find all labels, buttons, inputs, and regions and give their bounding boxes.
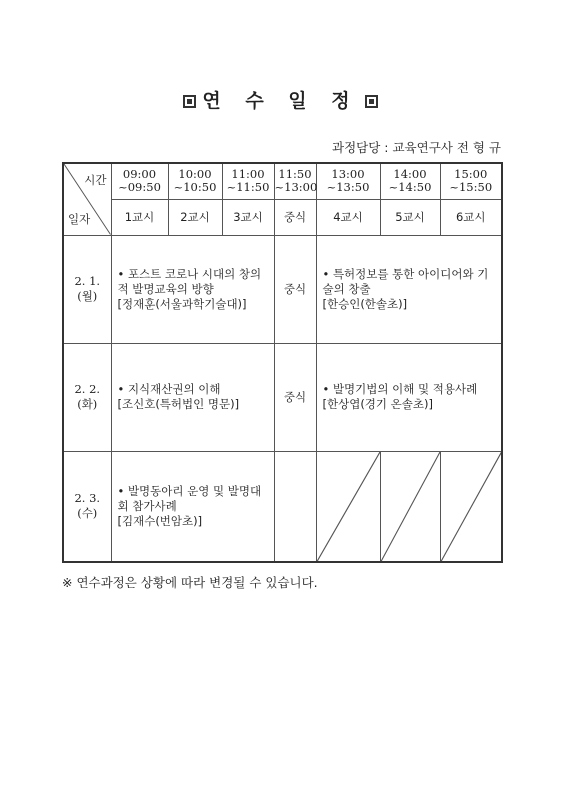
slash-mark <box>441 452 502 562</box>
slash-mark <box>317 452 380 562</box>
lunch-cell: 중식 <box>274 343 316 451</box>
course-manager: 과정담당 : 교육연구사 전 형 규 <box>332 140 501 155</box>
day-cell <box>63 343 111 451</box>
square-bullet-icon <box>365 95 378 108</box>
period-time-6: 15:00 ~15:50 <box>440 163 502 199</box>
day-row-3 <box>63 451 502 562</box>
day-cell <box>63 451 111 562</box>
lecture-instructor: [정재훈(서울과학기술대)] <box>117 296 247 311</box>
lecture-instructor: [김재수(번암초)] <box>117 513 203 528</box>
lunch-cell: 중식 <box>274 235 316 343</box>
lecture-title: • 발명동아리 운영 및 발명대회 참가사례 <box>117 483 262 513</box>
lecture-title: • 발명기법의 이해 및 적용사례 <box>322 382 478 396</box>
period-label-2: 2교시 <box>168 199 222 235</box>
period-time-3: 11:00 ~11:50 <box>222 163 274 199</box>
day-row-2 <box>63 343 502 451</box>
time-row <box>63 163 502 199</box>
morning-lecture <box>111 343 274 451</box>
day-date: 2. 2. <box>74 382 101 396</box>
square-bullet-icon <box>183 95 196 108</box>
empty-slot-4 <box>316 451 380 562</box>
morning-lecture <box>111 235 274 343</box>
title-text: 연 수 일 정 <box>202 90 359 112</box>
period-time-2: 10:00 ~10:50 <box>168 163 222 199</box>
period-label-3: 3교시 <box>222 199 274 235</box>
time-header: 시간 <box>84 173 107 187</box>
period-label-5: 5교시 <box>380 199 440 235</box>
period-time-lunch: 11:50 ~13:00 <box>274 163 316 199</box>
period-label-1: 1교시 <box>111 199 168 235</box>
period-time-4: 13:00 ~13:50 <box>316 163 380 199</box>
footnote: ※ 연수과정은 상황에 따라 변경될 수 있습니다. <box>62 575 318 590</box>
afternoon-lecture <box>316 343 502 451</box>
morning-lecture <box>111 451 274 562</box>
day-weekday: (수) <box>77 506 98 521</box>
period-label-4: 4교시 <box>316 199 380 235</box>
day-weekday: (월) <box>77 289 98 303</box>
lecture-title: • 특허정보를 통한 아이디어와 기술의 창출 <box>322 266 489 296</box>
lecture-instructor: [조신호(특허법인 명문)] <box>117 397 240 411</box>
lecture-instructor: [한승인(한솔초)] <box>322 296 408 311</box>
day-cell <box>63 235 111 343</box>
lecture-title: • 지식재산권의 이해 <box>117 382 221 396</box>
day-date: 2. 3. <box>74 491 101 506</box>
period-label-6: 6교시 <box>440 199 502 235</box>
schedule-table <box>62 162 503 563</box>
period-time-5: 14:00 ~14:50 <box>380 163 440 199</box>
period-time-1: 09:00 ~09:50 <box>111 163 168 199</box>
day-row-1 <box>63 235 502 343</box>
empty-slot-6 <box>440 451 502 562</box>
afternoon-lecture <box>316 235 502 343</box>
day-header: 일자 <box>68 211 91 226</box>
empty-slot-5 <box>380 451 440 562</box>
day-weekday: (화) <box>77 397 98 411</box>
empty-lunch-cell <box>274 451 316 562</box>
period-label-lunch: 중식 <box>274 199 316 235</box>
slash-mark <box>381 452 440 562</box>
corner-cell <box>63 163 111 235</box>
period-row <box>63 199 502 235</box>
lecture-instructor: [한상엽(경기 온솔초)] <box>322 397 433 411</box>
day-date: 2. 1. <box>74 274 101 288</box>
page-title <box>0 86 561 113</box>
lecture-title: • 포스트 코로나 시대의 창의적 발명교육의 방향 <box>117 266 262 296</box>
